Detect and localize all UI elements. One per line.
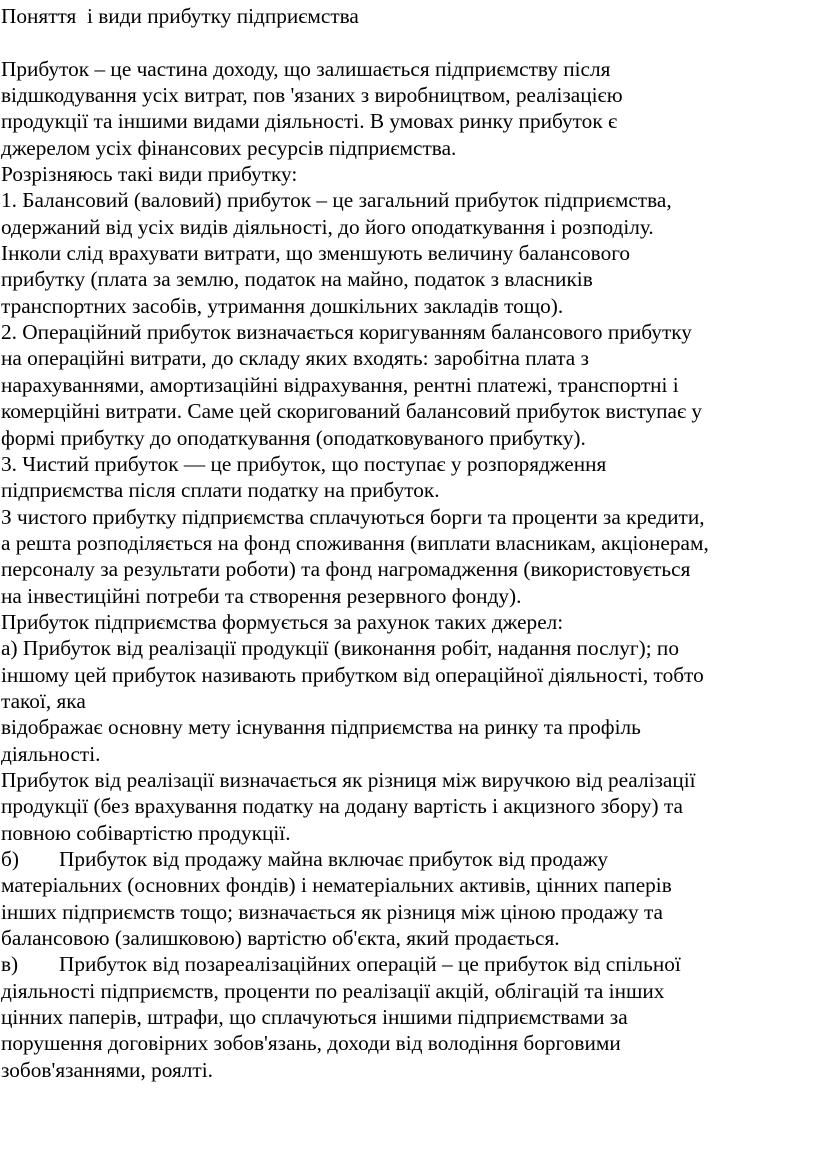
text-line: цінних паперів, штрафи, що сплачуються іншими підприємствами за bbox=[1, 1005, 628, 1030]
text-line: підприємства після сплати податку на прибуток. bbox=[1, 478, 440, 503]
text-line: комерційні витрати. Саме цей скоригований балансовий прибуток виступає у bbox=[1, 399, 703, 424]
text-line: Інколи слід врахувати витрати, що зменшують величину балансового bbox=[1, 241, 631, 266]
text-line: а) Прибуток від реалізації продукції (виконання робіт, надання послуг); по bbox=[1, 636, 679, 661]
list-item-text: Прибуток від позареалізаційних операцій – це прибуток від спільної bbox=[59, 952, 681, 977]
text-line: персоналу за результати роботи) та фонд нагромадження (використовується bbox=[1, 557, 691, 582]
list-item-b bbox=[1, 846, 816, 872]
text-line: Прибуток підприємства формується за рахунок таких джерел: bbox=[1, 609, 564, 634]
text-line: транспортних засобів, утримання дошкільних закладів тощо). bbox=[1, 293, 564, 318]
text-line: 3. Чистий прибуток — це прибуток, що поступає у розпорядження bbox=[1, 451, 607, 476]
text-line: а решта розподіляється на фонд споживання (виплати власникам, акціонерам, bbox=[1, 530, 709, 555]
text-line: одержаний від усіх видів діяльності, до його оподаткування і розподілу. bbox=[1, 214, 654, 239]
text-line: Розрізняюсь такі види прибутку: bbox=[1, 162, 298, 187]
text-line: діяльності підприємств, проценти по реалізації акцій, облігацій та інших bbox=[1, 978, 665, 1003]
list-item-v bbox=[1, 951, 816, 977]
text-line: Прибуток від реалізації визначається як різниця між виручкою від реалізації bbox=[1, 767, 696, 792]
text-line: на інвестиційні потреби та створення резервного фонду). bbox=[1, 583, 522, 608]
text-line: діяльності. bbox=[1, 741, 101, 766]
text-line: продукції (без врахування податку на додану вартість і акцизного збору) та bbox=[1, 794, 683, 819]
text-line: формі прибутку до оподаткування (оподатковуваного прибутку). bbox=[1, 425, 586, 450]
text-line: балансовою (залишковою) вартістю об'єкта, який продається. bbox=[1, 926, 560, 951]
text-line: на операційні витрати, до складу яких входять: заробітна плата з bbox=[1, 346, 589, 371]
text-line: такої, яка bbox=[1, 688, 86, 713]
list-marker: в) bbox=[1, 952, 19, 977]
text-line: нарахуваннями, амортизаційні відрахування, рентні платежі, транспортні і bbox=[1, 372, 679, 397]
text-line: інших підприємств тощо; визначається як різниця між ціною продажу та bbox=[1, 899, 664, 924]
text-line: відшкодування усіх витрат, пов 'язаних з виробництвом, реалізацією bbox=[1, 83, 623, 108]
text-line: іншому цей прибуток називають прибутком від операційної діяльності, тобто bbox=[1, 662, 704, 687]
text-line: З чистого прибутку підприємства сплачуються борги та проценти за кредити, bbox=[1, 504, 705, 529]
text-line: продукції та іншими видами діяльності. В умовах ринку прибуток є bbox=[1, 109, 618, 134]
text-line: порушення договірних зобов'язань, доходи від володіння борговими bbox=[1, 1031, 621, 1056]
document-title: Поняття і види прибутку підприємства bbox=[1, 4, 359, 28]
text-line: відображає основну мету існування підприємства на ринку та профіль bbox=[1, 715, 641, 740]
text-line: 2. Операційний прибуток визначається коригуванням балансового прибутку bbox=[1, 320, 692, 345]
text-line: матеріальних (основних фондів) і нематеріальних активів, цінних паперів bbox=[1, 873, 672, 898]
text-line: Прибуток – це частина доходу, що залишається підприємству після bbox=[1, 56, 611, 81]
text-line: 1. Балансовий (валовий) прибуток – це загальний прибуток підприємства, bbox=[1, 188, 672, 213]
text-line: зобов'язаннями, роялті. bbox=[1, 1057, 213, 1082]
list-marker: б) bbox=[1, 847, 19, 871]
text-line: джерелом усіх фінансових ресурсів підприємства. bbox=[1, 135, 457, 160]
text-line: повною собівартістю продукції. bbox=[1, 820, 291, 845]
text-line: прибутку (плата за землю, податок на майно, податок з власників bbox=[1, 267, 593, 292]
list-item-text: Прибуток від продажу майна включає прибуток від продажу bbox=[59, 847, 609, 871]
blank-line bbox=[1, 29, 816, 55]
